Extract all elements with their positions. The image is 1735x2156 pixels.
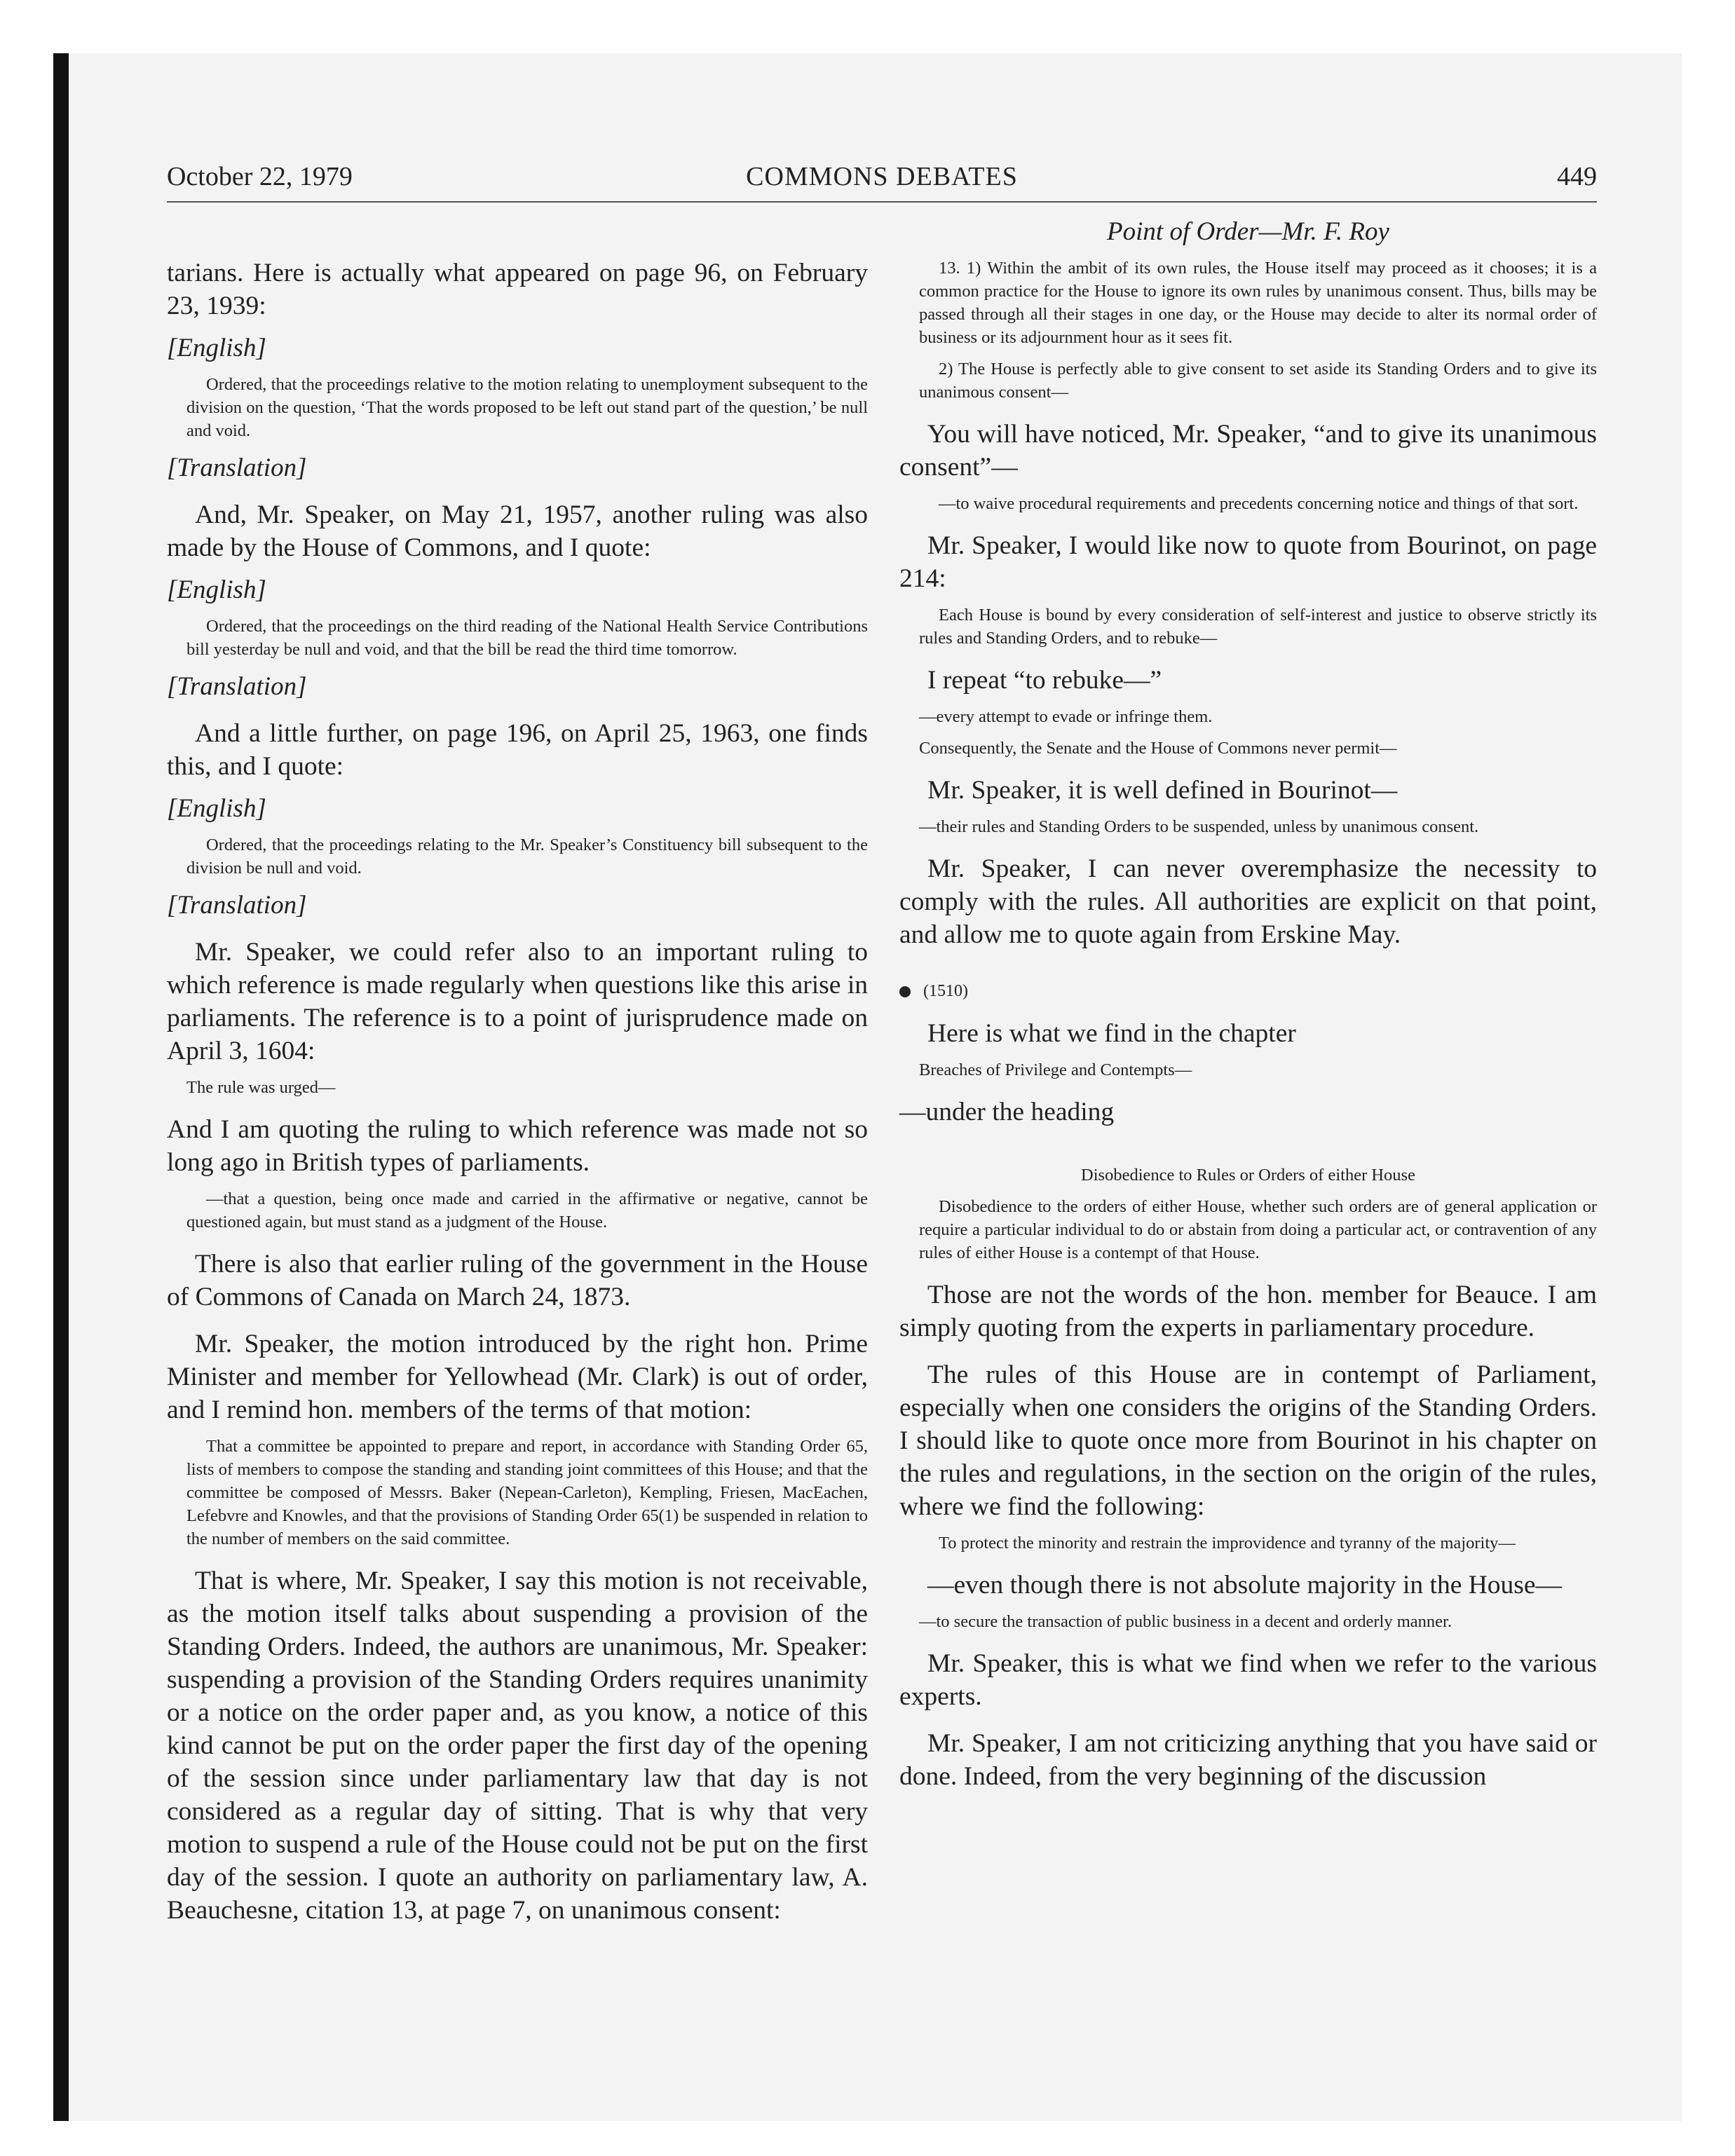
bullet-dot-icon [899, 986, 911, 997]
speech-paragraph: I repeat “to rebuke—” [927, 666, 1162, 695]
scan-margin-left [0, 0, 53, 2156]
speech-paragraph: There is also that earlier ruling of the government in the House of Commons of Canada on March 24, 1873. [167, 1250, 868, 1311]
running-heading: Point of Order—Mr. F. Roy [1107, 217, 1389, 246]
speech-paragraph: Mr. Speaker, we could refer also to an important ruling to which reference is made regularly when questions like this arise in parliaments. The reference is to a point of jurisprudence made on April 3, 1604: [167, 938, 868, 1065]
speech-paragraph: Mr. Speaker, the motion introduced by the right hon. Prime Minister and member for Yellowhead (Mr. Clark) is out of order, and I remind hon. members of the terms of that motion: [167, 1330, 868, 1424]
right-column [899, 210, 1597, 1793]
speech-paragraph: And I am quoting the ruling to which reference was made not so long ago in British types of parliaments. [167, 1115, 868, 1177]
quoted-passage: Consequently, the Senate and the House of Commons never permit— [919, 739, 1397, 758]
speech-paragraph: Mr. Speaker, this is what we find when we refer to the various experts. [899, 1649, 1597, 1711]
time-marker [899, 979, 1597, 1003]
speech-paragraph: You will have noticed, Mr. Speaker, “and to give its unanimous consent”— [899, 420, 1597, 482]
quoted-passage: That a committee be appointed to prepare and report, in accordance with Standing Order 65, lists of members to compose the standing and standing joint committees of this House; and that the committee be composed of Messrs. Baker (Nepean-Carleton), Kempling, Friesen, MacEachen, Lefebvre and Knowles, and that the provisions of Standing Order 65(1) be suspended in relation to the number of members on the said committee. [186, 1437, 868, 1548]
speech-paragraph: —even though there is not absolute majority in the House— [927, 1571, 1563, 1599]
quoted-passage: Ordered, that the proceedings relating to the Mr. Speaker’s Constituency bill subsequent to the division be null and void. [186, 835, 868, 878]
scan-margin-right [1682, 0, 1735, 2156]
speech-paragraph: That is where, Mr. Speaker, I say this motion is not receivable, as the motion itself talks about suspending a provision of the Standing Orders. Indeed, the authors are unanimous, Mr. Speaker: suspending a provision of the Standing Orders requires unanimity or a notice on the order paper and, as you know, a notice of this kind cannot be put on the order paper the first day of the opening of the session since under parliamentary law that day is not considered as a regular day of sitting. That is why that very motion to suspend a rule of the House could not be put on the first day of the session. I quote an authority on parliamentary law, A. Beauchesne, citation 13, at page 7, on unanimous consent: [167, 1567, 868, 1925]
quoted-passage: Breaches of Privilege and Contempts— [919, 1060, 1192, 1079]
speech-paragraph: And, Mr. Speaker, on May 21, 1957, another ruling was also made by the House of Commons, and I quote: [167, 500, 868, 562]
quoted-passage: —their rules and Standing Orders to be suspended, unless by unanimous consent. [919, 817, 1479, 836]
page-header [167, 161, 1597, 203]
language-label: [English] [167, 575, 266, 604]
quoted-passage: Disobedience to the orders of either House, whether such orders are of general application or require a particular individual to do or abstain from doing a particular act, or contravention of any rules of either House is a contempt of that House. [919, 1197, 1597, 1262]
scan-margin-bottom [0, 2121, 1735, 2156]
speech-paragraph: The rules of this House are in contempt of Parliament, especially when one considers the origins of the Standing Orders. I should like to quote once more from Bourinot in his chapter on the rules and regulations, in the section on the origin of the rules, where we find the following: [899, 1360, 1597, 1521]
speech-paragraph: Here is what we find in the chapter [927, 1019, 1296, 1048]
header-title: COMMONS DEBATES [746, 162, 1018, 191]
language-label: [Translation] [167, 672, 307, 701]
speech-paragraph: —under the heading [899, 1098, 1115, 1126]
quoted-passage: To protect the minority and restrain the improvidence and tyranny of the majority— [939, 1534, 1516, 1553]
quoted-passage: —to secure the transaction of public business in a decent and orderly manner. [919, 1612, 1452, 1631]
header-rule [167, 201, 1597, 203]
header-page-number: 449 [1557, 162, 1597, 191]
speech-paragraph: tarians. Here is actually what appeared on page 96, on February 23, 1939: [167, 259, 868, 320]
quoted-passage: Each House is bound by every consideration of self-interest and justice to observe strictly its rules and Standing Orders, and to rebuke— [919, 606, 1597, 648]
header-date: October 22, 1979 [167, 162, 353, 191]
left-column [167, 210, 868, 1927]
speech-paragraph: And a little further, on page 196, on April 25, 1963, one finds this, and I quote: [167, 719, 868, 781]
language-label: [Translation] [167, 453, 307, 482]
scan-margin-top [0, 0, 1735, 53]
quoted-passage: —every attempt to evade or infringe them. [919, 707, 1213, 726]
time-marker-text: (1510) [923, 982, 968, 1000]
quoted-passage: 13. 1) Within the ambit of its own rules, the House itself may proceed as it chooses; it is a common practice for the House to ignore its own rules by unanimous consent. Thus, bills may be passed through all their stages in one day, or the House may decide to alter its normal order of business or its adjournment hour as it sees fit. [919, 259, 1597, 347]
quoted-passage: —to waive procedural requirements and precedents concerning notice and things of that sort. [939, 494, 1579, 513]
language-label: [English] [167, 794, 266, 823]
speech-paragraph: Those are not the words of the hon. member for Beauce. I am simply quoting from the experts in parliamentary procedure. [899, 1281, 1597, 1342]
quoted-heading: Disobedience to Rules or Orders of either House [1081, 1166, 1415, 1185]
quoted-passage: The rule was urged— [186, 1078, 336, 1097]
speech-paragraph: Mr. Speaker, it is well defined in Bourinot— [927, 776, 1398, 805]
language-label: [Translation] [167, 891, 307, 920]
quoted-passage: Ordered, that the proceedings on the third reading of the National Health Service Contributions bill yesterday be null and void, and that the bill be read the third time tomorrow. [186, 617, 868, 659]
quoted-passage: —that a question, being once made and carried in the affirmative or negative, cannot be questioned again, but must stand as a judgment of the House. [186, 1189, 868, 1231]
speech-paragraph: Mr. Speaker, I am not criticizing anything that you have said or done. Indeed, from the very beginning of the discussion [899, 1729, 1597, 1791]
speech-paragraph: Mr. Speaker, I would like now to quote from Bourinot, on page 214: [899, 531, 1597, 593]
speech-paragraph: Mr. Speaker, I can never overemphasize the necessity to comply with the rules. All authorities are explicit on that point, and allow me to quote again from Erskine May. [899, 854, 1597, 949]
quoted-passage: 2) The House is perfectly able to give consent to set aside its Standing Orders and to give its unanimous consent— [919, 360, 1597, 402]
scan-binding-shadow [53, 53, 69, 2142]
quoted-passage: Ordered, that the proceedings relative to the motion relating to unemployment subsequent to the division on the question, ‘That the words proposed to be left out stand part of the question,’ be null and void. [186, 375, 868, 440]
language-label: [English] [167, 334, 266, 362]
